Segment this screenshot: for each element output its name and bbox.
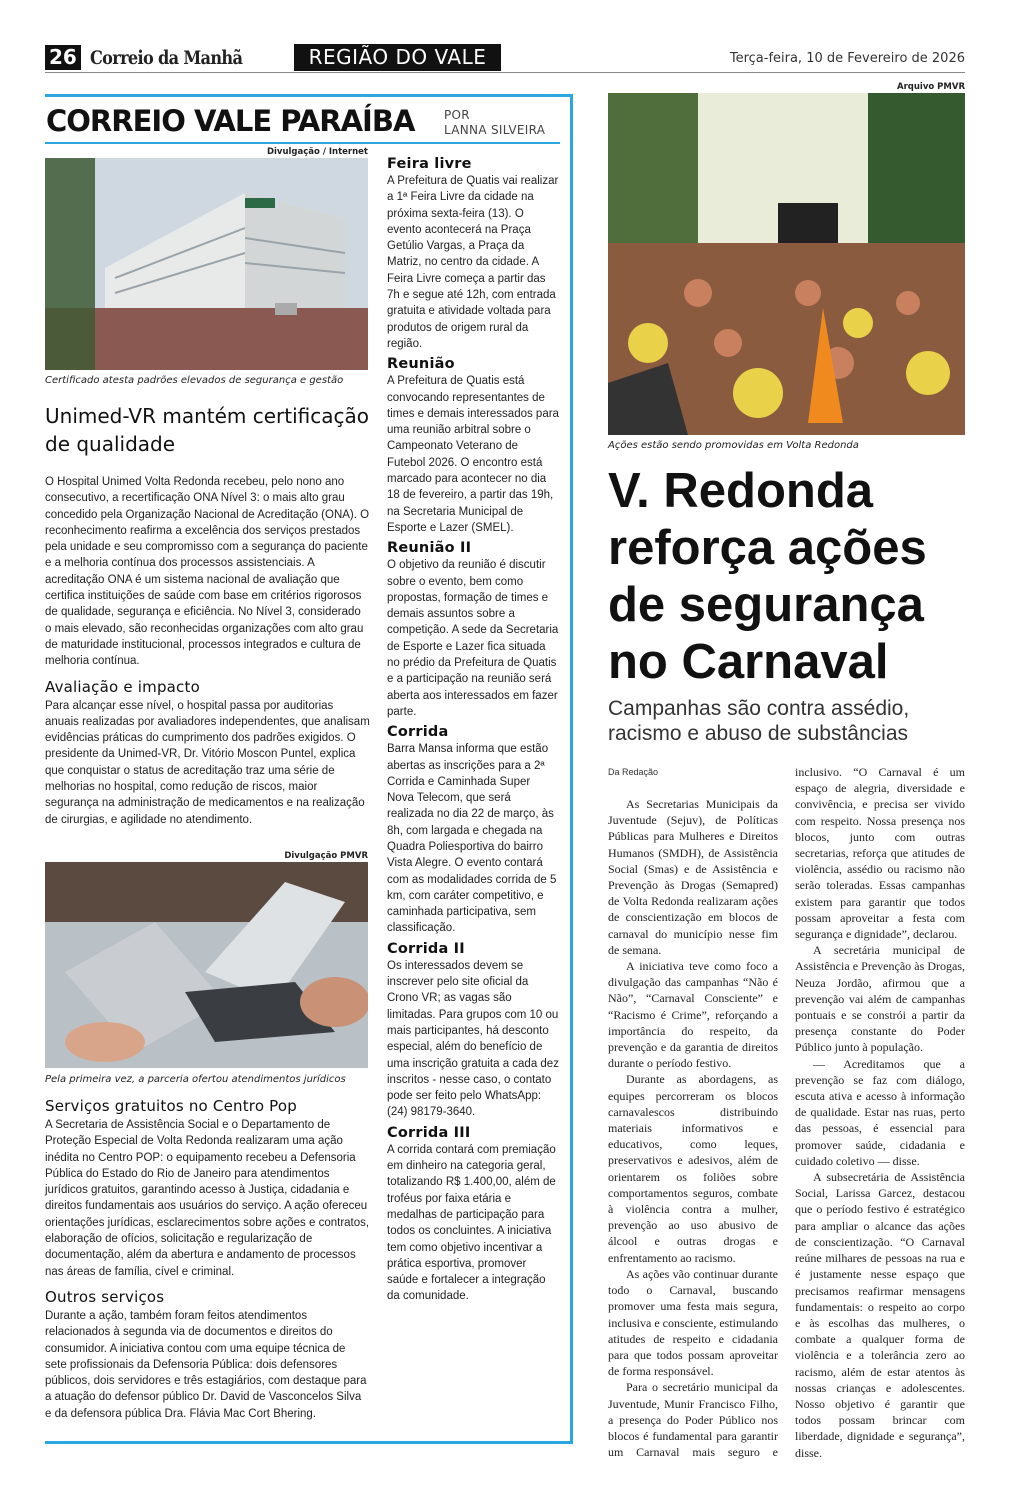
note-item: [387, 1125, 559, 1305]
note-item: [387, 156, 559, 352]
notes-column: [387, 152, 559, 1305]
subsection-body: Durante a ação, também foram feitos atendimentos relacionados à segunda via de documentos e direitos do consumidor. A iniciativa contou com uma equipe técnica de sete profissionais da Defensoria Pública: dois defensores públicos, dois servidores e três estagiários, com destaque para a atuação do defensor público Dr. David de Vasconcelos Silva e da defensora pública Dra. Flávia Mac Cort Bhering.: [45, 1309, 367, 1420]
photo-caption: Pela primeira vez, a parceria ofertou atendimentos jurídicos: [45, 1074, 346, 1085]
centropop-article: [45, 1097, 370, 1422]
byline: [444, 108, 545, 138]
issue-date: Terça-feira, 10 de Fevereiro de 2026: [729, 51, 965, 66]
photo-credit: Divulgação PMVR: [284, 851, 368, 861]
section-label: REGIÃO DO VALE: [294, 44, 501, 71]
header-rule: [45, 72, 965, 73]
paragraph: A secretária municipal de Assistência e Prevenção às Drogas, Neuza Jordão, afirmou que a prevenção vai além de campanhas pontuais e se constrói a partir da presença constante do Poder Público junto à população.: [795, 943, 965, 1055]
subsection-body: Para alcançar esse nível, o hospital passa por auditorias anuais realizadas por avaliadores independentes, que analisam evidências práticas do cumprimento dos padrões exigidos. O presidente da Unimed-VR, Dr. Vitório Moscon Puntel, explica que conquistar o status de acreditação traz uma série de melhorias no hospital, como redução de riscos, maior segurança na administração de medicamentos e na realização de cirurgias, e agilidade no atendimento.: [45, 699, 370, 826]
photo-credit: Divulgação / Internet: [266, 147, 368, 157]
column-title: CORREIO VALE PARAÍBA: [46, 104, 415, 138]
note-body: O objetivo da reunião é discutir sobre o evento, bem como propostas, formação de times e demais assuntos sobre a competição. A sede da Secretaria de Esporte e Lazer fica situada no prédio da Prefeitura de Quatis e a participação na reunião será aberta aos interessados em fazer parte.: [387, 559, 559, 718]
laptops-photo: [45, 862, 368, 1068]
note-title: Reunião: [387, 356, 455, 373]
paragraph: As ações vão continuar durante todo o Carnaval, buscando promover uma festa mais segura, inclusiva e consciente, estimulando atitudes de respeito e cidadania para que todos possam aproveitar de forma responsável.: [608, 1266, 778, 1379]
note-title: Corrida III: [387, 1124, 471, 1141]
masthead-logo: Correio da Manhã: [90, 47, 243, 69]
note-body: Barra Mansa informa que estão abertas as inscrições para a 2ª Corrida e Caminhada Super Nova Telecom, que será realizada no dia 22 de março, às 8h, com largada e chegada na Quadra Poliesportiva do bairro Vista Alegre. O evento contará com as modalidades corrida de 5 km, com caráter competitivo, e caminhada participativa, sem classificação.: [387, 743, 557, 935]
note-body: Os interessados devem se inscrever pelo site oficial da Crono VR; as vagas são limitadas. Para grupos com 10 ou mais participantes, há desconto especial, além do benefício de uma inscrição gratuita a cada dez inscritos - nesse caso, o contato pode ser feito pelo WhatsApp: (24) 98179-3640.: [387, 959, 559, 1119]
title-rule: [45, 142, 560, 144]
note-item: [387, 540, 559, 720]
author: Da Redação: [608, 767, 659, 777]
note-title: Corrida II: [387, 940, 465, 957]
paragraph: A subsecretária de Assistência Social, Larissa Garcez, destacou que o período festivo é estratégico para ampliar o alcance das ações de conscientização. “O Carnaval reúne milhares de pessoas na rua e é justamente nesse espaço que precisamos reafirmar mensagens fundamentais: o respeito ao corpo e às escolhas das mulheres, o combate a qualquer forma de violência e a tolerância zero ao racismo, além de estar atentos às nossas crianças e adolescentes. Nosso objetivo é garantir que todos possam brincar com liberdade, dignidade e segurança”, disse.: [795, 1170, 965, 1460]
paragraph: A iniciativa teve como foco a divulgação das campanhas “Não é Não”, “Carnaval Consciente” e “Racismo é Crime”, reforçando a importância do respeito, da prevenção e da garantia de direitos durante o período festivo.: [608, 959, 778, 1071]
note-title: Feira livre: [387, 156, 472, 172]
note-item: [387, 356, 559, 536]
subsection-title: Outros serviços: [45, 1287, 165, 1306]
main-subheadline: Campanhas são contra assédio, racismo e abuso de substâncias: [608, 697, 910, 745]
hospital-photo: [45, 158, 368, 370]
article-headline: Unimed-VR mantém certificação de qualidade: [45, 404, 369, 456]
byline-label: POR: [444, 108, 470, 122]
paragraph: — Acreditamos que a prevenção se faz com diálogo, escuta ativa e acesso à informação de qualidade. Estar nas ruas, perto das pessoas, é essencial para promover saúde, cidadania e cuidado coletivo — disse.: [795, 1056, 965, 1168]
article-body: O Hospital Unimed Volta Redonda recebeu, pelo nono ano consecutivo, a recertificação ONA Nível 3: o mais alto grau concedido pela Organização Nacional de Acreditação (ONA). O reconhecimento reafirma a excelência dos serviços prestados pela unidade e seu compromisso com a segurança do paciente e a melhoria contínua dos processos assistenciais. A acreditação ONA é um sistema nacional de avaliação que certifica instituições de saúde com base em critérios rigorosos de qualidade, segurança e eficiência. No Nível 3, considerado o mais elevado, são reconhecidas organizações com alto grau de maturidade institucional, processos integrados e cultura de melhoria contínua.: [45, 476, 370, 668]
paragraph: Para o secretário municipal da Juventude, Munir Francisco Filho, a presença do Poder Público nos blocos é fundamental para garantir um Carnaval mais seguro e inclusivo. “O Carnaval é um espaço de alegria, diversidade e convivência, e precisa ser vivido com respeito. Nossa presença nos blocos, junto com outras secretarias, reforça que atitudes de violência, assédio ou racismo não serão toleradas. Essas campanhas existem para garantir que todos possam aproveitar a festa com segurança e dignidade”, declarou.: [608, 765, 965, 1460]
note-item: [387, 941, 559, 1121]
note-body: A Prefeitura de Quatis vai realizar a 1ª Feira Livre da cidade na próxima sexta-feira (13). O evento acontecerá na Praça Getúlio Vargas, a Praça da Matriz, no centro da cidade. A Feira Livre começa a partir das 7h e segue até 12h, com entrada gratuita e atividade voltada para produtos de origem rural da região.: [387, 175, 559, 350]
frame-right: [570, 94, 573, 1444]
subsection-title: Avaliação e impacto: [45, 677, 200, 696]
article-body: A Secretaria de Assistência Social e o Departamento de Proteção Especial de Volta Redonda realizaram uma ação inédita no Centro POP: o equipamento recebeu a Defensoria Pública do Estado do Rio de Janeiro para atendimentos jurídicos gratuitos, garantindo acesso à Justiça, cidadania e direitos fundamentais aos usuários do serviço. A ação ofereceu orientações jurídicas, esclarecimentos sobre ações e contratos, elaboração de ofícios, solicitação e regularização de documentação, além da abertura e andamento de processos nas áreas de família, cível e criminal.: [45, 1119, 370, 1278]
frame-top: [45, 94, 573, 97]
frame-bottom: [45, 1441, 573, 1444]
byline-name: LANNA SILVEIRA: [444, 123, 546, 137]
main-headline: V. Redonda reforça ações de segurança no Carnaval: [608, 464, 927, 689]
carnival-photo: [608, 93, 965, 435]
note-body: A Prefeitura de Quatis está convocando representantes de times e demais interessados para uma reunião arbitral sobre o Campeonato Veterano de Futebol 2026. O encontro está marcado para acontecer no dia 18 de fevereiro, a partir das 19h, na Secretaria Municipal de Esporte e Lazer (SMEL).: [387, 375, 559, 534]
photo-caption: Certificado atesta padrões elevados de segurança e gestão: [45, 375, 344, 386]
note-title: Corrida: [387, 724, 449, 741]
paragraph: As Secretarias Municipais da Juventude (Sejuv), de Políticas Públicas para Mulheres e Direitos Humanos (SMDH), de Assistência Social (Smas) e de Assistência e Prevenção às Drogas (Semapred) de Volta Redonda realizaram ações de conscientização em blocos de carnaval do município nesse fim de semana.: [608, 797, 778, 957]
page-number: 26: [45, 45, 81, 70]
note-body: A corrida contará com premiação em dinheiro na categoria geral, totalizando R$ 1.400,00, além de troféus por faixa etária e medalhas de participação para todos os concluintes. A iniciativa tem como objetivo incentivar a prática esportiva, promover saúde e fortalecer a integração da comunidade.: [387, 1143, 556, 1303]
paragraph: Durante as abordagens, as equipes percorreram os blocos carnavalescos distribuindo materiais informativos e educativos, como leques, preservativos e adesivos, além de orientarem os foliões sobre comportamentos seguros, combate à violência contra a mulher, prevenção ao uso abusivo de álcool e outras drogas e enfrentamento ao racismo.: [608, 1072, 778, 1265]
unimed-article: [45, 402, 370, 828]
photo-credit: Arquivo PMVR: [897, 82, 965, 92]
photo-caption: Ações estão sendo promovidas em Volta Redonda: [608, 440, 859, 451]
article-title: Serviços gratuitos no Centro Pop: [45, 1097, 297, 1115]
note-item: [387, 724, 559, 937]
note-title: Reunião II: [387, 540, 472, 557]
main-article-body: [608, 764, 965, 1461]
